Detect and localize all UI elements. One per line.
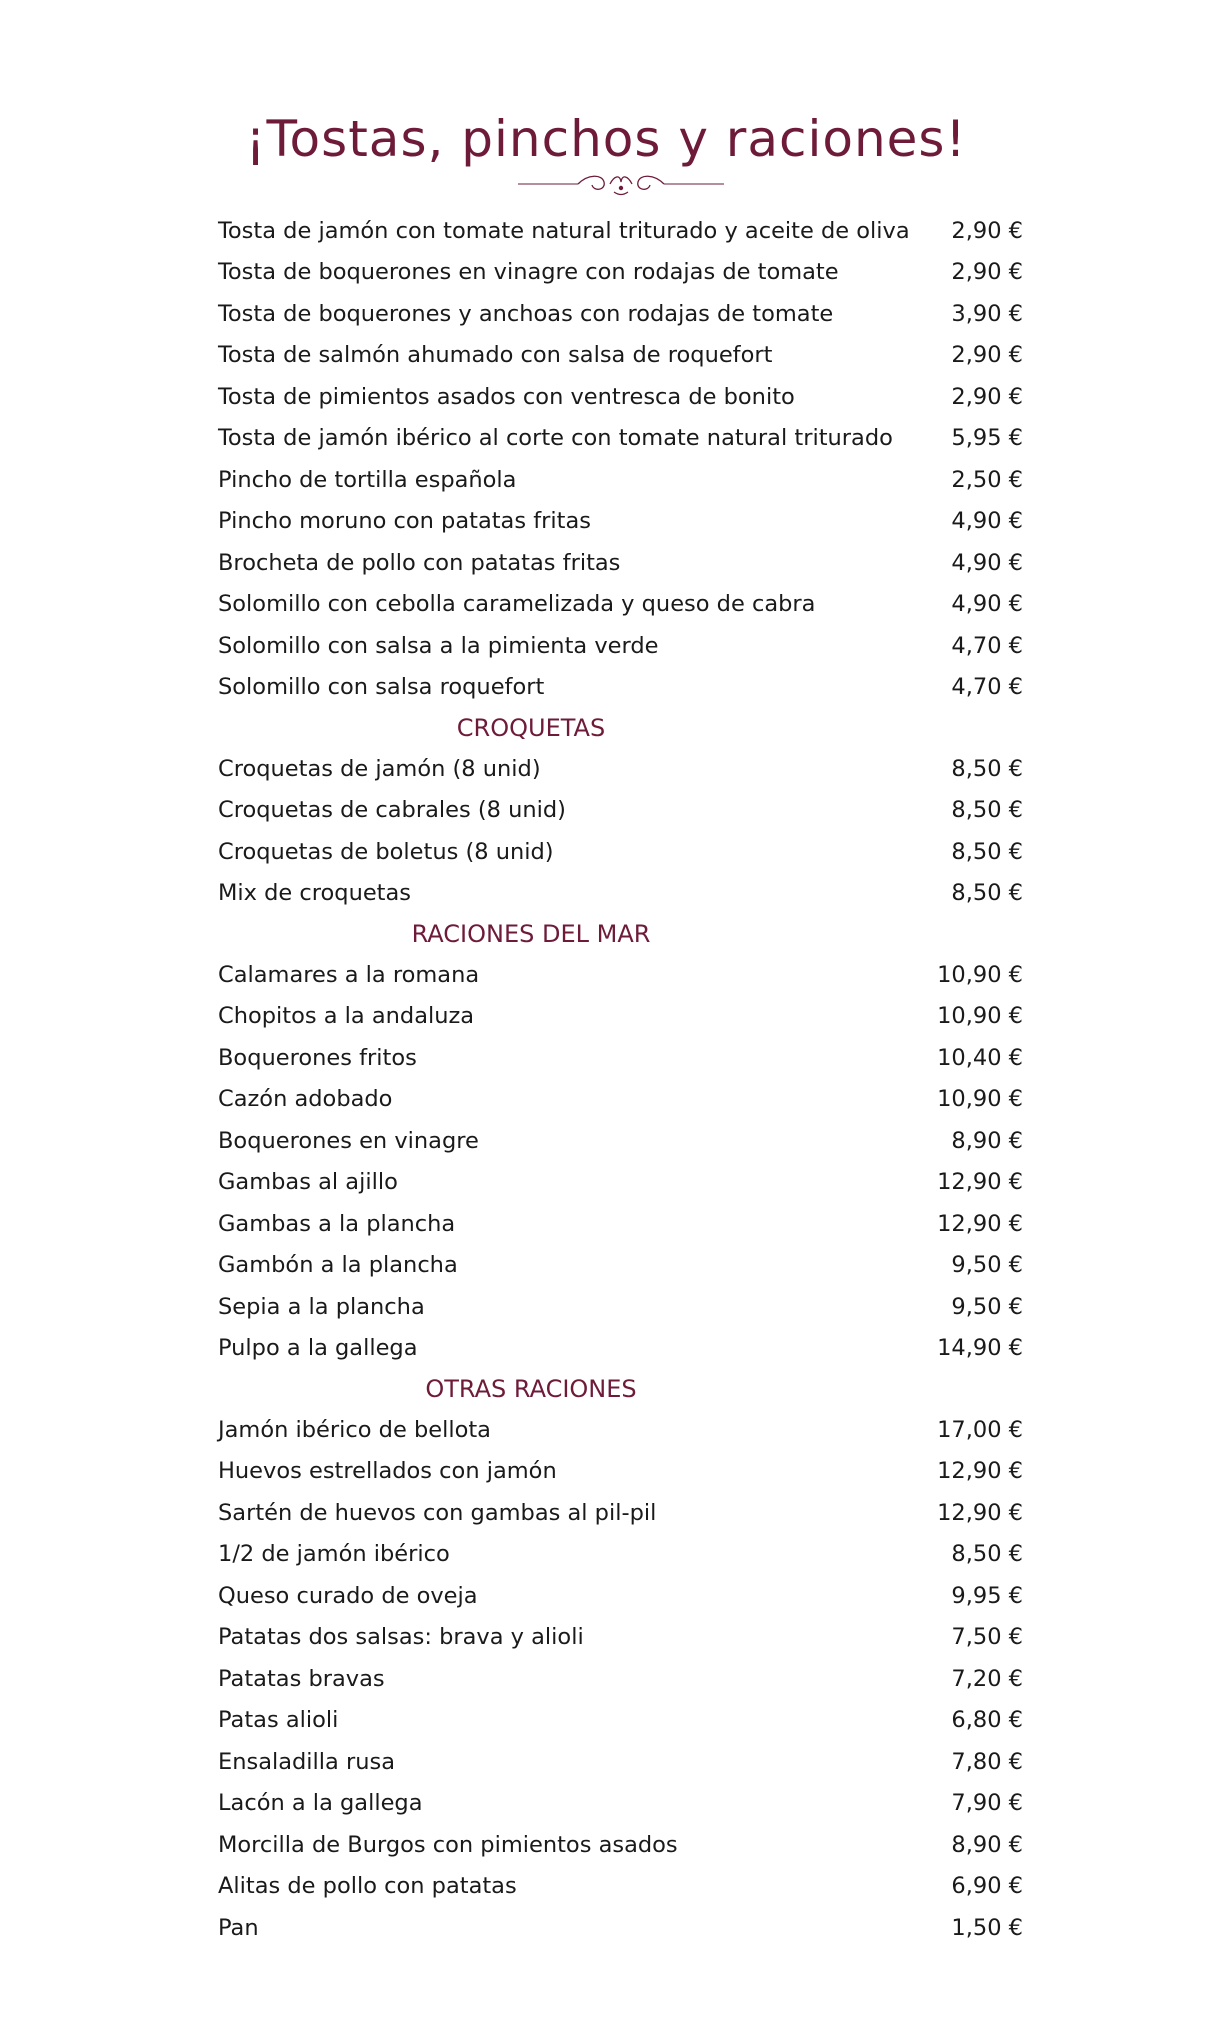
section-heading-croquetas: CROQUETAS: [456, 714, 606, 742]
menu-item-price: 10,40 €: [937, 1044, 1023, 1071]
menu-item-price: 8,50 €: [951, 755, 1023, 782]
menu-item: [218, 1700, 1023, 1742]
menu-item-price: 12,90 €: [937, 1499, 1023, 1526]
menu-item-price: 9,50 €: [951, 1252, 1023, 1279]
menu-item-name: Tosta de salmón ahumado con salsa de roquefort: [218, 342, 773, 369]
menu-item-price: 7,90 €: [951, 1790, 1023, 1817]
menu-item-name: Pulpo a la gallega: [218, 1335, 418, 1362]
menu-item: [218, 1037, 1023, 1079]
menu-item-price: 4,90 €: [951, 549, 1023, 576]
menu-item-name: Pan: [218, 1914, 259, 1941]
menu-item-price: 4,90 €: [951, 508, 1023, 535]
menu-item-name: Alitas de pollo con patatas: [218, 1873, 517, 1900]
croquetas-list: [218, 748, 1023, 914]
menu-item: [218, 542, 1023, 584]
menu-item-name: Solomillo con salsa a la pimienta verde: [218, 632, 659, 659]
menu-item-name: Patas alioli: [218, 1707, 339, 1734]
menu-item-name: Boquerones en vinagre: [218, 1127, 479, 1154]
menu-item: [218, 210, 1023, 252]
menu-item-price: 5,95 €: [951, 425, 1023, 452]
menu-item-name: Croquetas de boletus (8 unid): [218, 838, 554, 865]
menu-item-name: Patatas bravas: [218, 1665, 385, 1692]
menu-item: [218, 459, 1023, 501]
menu-item-price: 8,90 €: [951, 1831, 1023, 1858]
menu-item-name: 1/2 de jamón ibérico: [218, 1541, 450, 1568]
menu-item-price: 2,50 €: [951, 466, 1023, 493]
menu-item: [218, 1286, 1023, 1328]
menu-item-name: Patatas dos salsas: brava y alioli: [218, 1624, 584, 1651]
menu-item: [218, 1492, 1023, 1534]
menu-item-name: Lacón a la gallega: [218, 1790, 423, 1817]
menu-item-name: Tosta de jamón con tomate natural triturado y aceite de oliva: [218, 217, 910, 244]
menu-item-name: Gambas al ajillo: [218, 1169, 398, 1196]
menu-item-price: 4,70 €: [951, 674, 1023, 701]
menu-item-name: Cazón adobado: [218, 1086, 393, 1113]
tostas-list: [218, 210, 1023, 708]
menu-item: [218, 335, 1023, 377]
page-title: ¡Tostas, pinchos y raciones!: [245, 110, 967, 168]
menu-item: [218, 1866, 1023, 1908]
menu-item-name: Brocheta de pollo con patatas fritas: [218, 549, 621, 576]
menu-item-price: 10,90 €: [937, 1003, 1023, 1030]
section-heading-otras-raciones: OTRAS RACIONES: [425, 1375, 637, 1403]
menu-item-price: 2,90 €: [951, 217, 1023, 244]
menu-item-name: Solomillo con cebolla caramelizada y queso de cabra: [218, 591, 816, 618]
menu-item: [218, 625, 1023, 667]
menu-item: [218, 1079, 1023, 1121]
menu-item-name: Gambas a la plancha: [218, 1210, 456, 1237]
menu-item: [218, 873, 1023, 915]
menu-list: [218, 210, 1023, 1949]
flourish-divider-icon: [518, 168, 724, 200]
menu-item: [218, 790, 1023, 832]
menu-item: [218, 1120, 1023, 1162]
menu-item-price: 10,90 €: [937, 1086, 1023, 1113]
menu-item-name: Tosta de boquerones en vinagre con rodajas de tomate: [218, 259, 839, 286]
menu-item-price: 8,50 €: [951, 880, 1023, 907]
menu-item-price: 17,00 €: [937, 1416, 1023, 1443]
menu-item-price: 4,90 €: [951, 591, 1023, 618]
menu-item: [218, 1575, 1023, 1617]
menu-item-price: 9,95 €: [951, 1582, 1023, 1609]
menu-item-price: 7,80 €: [951, 1748, 1023, 1775]
menu-item-price: 12,90 €: [937, 1169, 1023, 1196]
menu-item-name: Gambón a la plancha: [218, 1252, 458, 1279]
menu-item-name: Pincho moruno con patatas fritas: [218, 508, 591, 535]
menu-item: [218, 293, 1023, 335]
menu-item: [218, 1907, 1023, 1949]
menu-item-name: Sartén de huevos con gambas al pil-pil: [218, 1499, 657, 1526]
menu-item-name: Croquetas de jamón (8 unid): [218, 755, 541, 782]
otras-raciones-list: [218, 1409, 1023, 1949]
menu-item-price: 10,90 €: [937, 961, 1023, 988]
menu-item-price: 12,90 €: [937, 1458, 1023, 1485]
menu-item-name: Sepia a la plancha: [218, 1293, 425, 1320]
menu-item-name: Tosta de boquerones y anchoas con rodajas de tomate: [218, 300, 834, 327]
menu-item: [218, 1162, 1023, 1204]
menu-item: [218, 748, 1023, 790]
menu-item-price: 7,20 €: [951, 1665, 1023, 1692]
menu-item-price: 2,90 €: [951, 342, 1023, 369]
menu-item-name: Mix de croquetas: [218, 880, 412, 907]
menu-item-name: Calamares a la romana: [218, 961, 480, 988]
menu-item: [218, 996, 1023, 1038]
menu-item-name: Morcilla de Burgos con pimientos asados: [218, 1831, 678, 1858]
menu-item: [218, 418, 1023, 460]
menu-item-name: Pincho de tortilla española: [218, 466, 517, 493]
menu-item-price: 14,90 €: [937, 1335, 1023, 1362]
menu-item: [218, 1451, 1023, 1493]
menu-item-price: 8,50 €: [951, 797, 1023, 824]
menu-item: [218, 1783, 1023, 1825]
menu-item-price: 9,50 €: [951, 1293, 1023, 1320]
menu-item: [218, 667, 1023, 709]
menu-item: [218, 1824, 1023, 1866]
menu-item: [218, 1534, 1023, 1576]
menu-item-name: Tosta de jamón ibérico al corte con tomate natural triturado: [218, 425, 893, 452]
menu-item: [218, 831, 1023, 873]
menu-item: [218, 1328, 1023, 1370]
menu-item: [218, 1245, 1023, 1287]
menu-item-price: 4,70 €: [951, 632, 1023, 659]
menu-item: [218, 501, 1023, 543]
menu-item-price: 3,90 €: [951, 300, 1023, 327]
menu-item-name: Chopitos a la andaluza: [218, 1003, 475, 1030]
menu-item-name: Boquerones fritos: [218, 1044, 417, 1071]
menu-item-price: 7,50 €: [951, 1624, 1023, 1651]
menu-item: [218, 1409, 1023, 1451]
menu-item-name: Croquetas de cabrales (8 unid): [218, 797, 566, 824]
menu-item-price: 8,90 €: [951, 1127, 1023, 1154]
menu-item-name: Tosta de pimientos asados con ventresca de bonito: [218, 383, 795, 410]
menu-item: [218, 1203, 1023, 1245]
section-heading-raciones-del-mar: RACIONES DEL MAR: [411, 920, 651, 948]
menu-item: [218, 252, 1023, 294]
menu-item-price: 12,90 €: [937, 1210, 1023, 1237]
menu-item-price: 8,50 €: [951, 1541, 1023, 1568]
menu-item-name: Solomillo con salsa roquefort: [218, 674, 545, 701]
menu-item-name: Ensaladilla rusa: [218, 1748, 396, 1775]
menu-item-price: 6,90 €: [951, 1873, 1023, 1900]
menu-item: [218, 584, 1023, 626]
menu-item-price: 2,90 €: [951, 383, 1023, 410]
menu-item-price: 1,50 €: [951, 1914, 1023, 1941]
menu-item: [218, 1658, 1023, 1700]
raciones-del-mar-list: [218, 954, 1023, 1369]
menu-item-price: 8,50 €: [951, 838, 1023, 865]
menu-item-price: 6,80 €: [951, 1707, 1023, 1734]
menu-item: [218, 1617, 1023, 1659]
menu-item-name: Jamón ibérico de bellota: [218, 1416, 491, 1443]
menu-item-price: 2,90 €: [951, 259, 1023, 286]
menu-item-name: Huevos estrellados con jamón: [218, 1458, 557, 1485]
menu-item-name: Queso curado de oveja: [218, 1582, 478, 1609]
menu-item: [218, 376, 1023, 418]
menu-item: [218, 1741, 1023, 1783]
menu-item: [218, 954, 1023, 996]
